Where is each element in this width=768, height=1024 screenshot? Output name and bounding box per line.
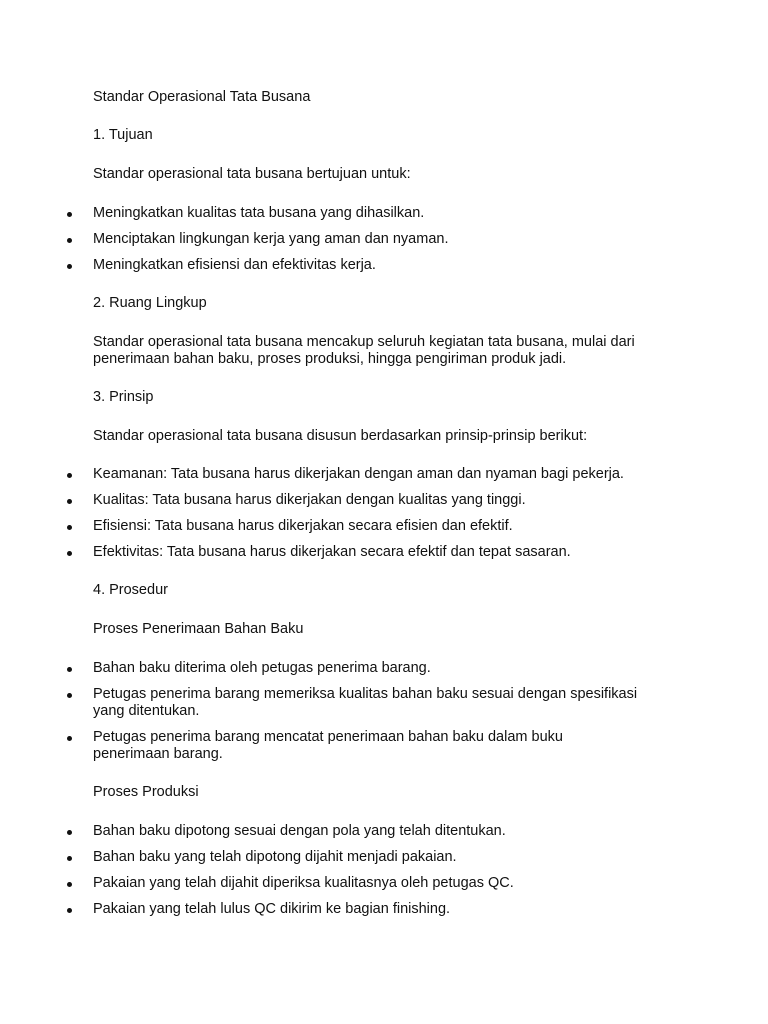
list-item-text-line2: penerimaan barang. [93,746,223,762]
bullet-icon [67,212,72,217]
bullet-icon [67,551,72,556]
bullet-icon [67,856,72,861]
list-item-text: Kualitas: Tata busana harus dikerjakan dengan kualitas yang tinggi. [93,492,526,508]
list-item-text: Keamanan: Tata busana harus dikerjakan dengan aman dan nyaman bagi pekerja. [93,466,624,482]
bullet-icon [67,264,72,269]
bullet-icon [67,525,72,530]
subheading-penerimaan: Proses Penerimaan Bahan Baku [93,621,304,637]
section-heading-prosedur: 4. Prosedur [93,582,168,598]
bullet-icon [67,908,72,913]
list-item-text-line2: yang ditentukan. [93,703,200,719]
list-item-text: Meningkatkan kualitas tata busana yang dihasilkan. [93,205,425,221]
bullet-icon [67,238,72,243]
list-item-text: Bahan baku yang telah dipotong dijahit menjadi pakaian. [93,849,457,865]
list-item-text-line1: Petugas penerima barang memeriksa kualitas bahan baku sesuai dengan spesifikasi [93,686,638,702]
document-title: Standar Operasional Tata Busana [93,89,311,105]
list-item-text: Efektivitas: Tata busana harus dikerjakan secara efektif dan tepat sasaran. [93,544,571,560]
ruang-lingkup-paragraph-line2: penerimaan bahan baku, proses produksi, hingga pengiriman produk jadi. [93,351,567,367]
ruang-lingkup-paragraph-line1: Standar operasional tata busana mencakup seluruh kegiatan tata busana, mulai dari [93,334,635,350]
bullet-icon [67,693,72,698]
bullet-icon [67,667,72,672]
bullet-icon [67,499,72,504]
bullet-icon [67,830,72,835]
section-heading-ruang-lingkup: 2. Ruang Lingkup [93,295,207,311]
list-item-text: Menciptakan lingkungan kerja yang aman dan nyaman. [93,231,449,247]
section-heading-tujuan: 1. Tujuan [93,127,153,143]
list-item-text: Pakaian yang telah lulus QC dikirim ke bagian finishing. [93,901,451,917]
list-item-text: Meningkatkan efisiensi dan efektivitas kerja. [93,257,376,273]
bullet-icon [67,736,72,741]
list-item-text: Efisiensi: Tata busana harus dikerjakan secara efisien dan efektif. [93,518,513,534]
list-item-text: Pakaian yang telah dijahit diperiksa kualitasnya oleh petugas QC. [93,875,514,891]
bullet-icon [67,882,72,887]
prinsip-intro: Standar operasional tata busana disusun berdasarkan prinsip-prinsip berikut: [93,428,588,444]
list-item-text: Bahan baku diterima oleh petugas penerima barang. [93,660,431,676]
subheading-produksi: Proses Produksi [93,784,199,800]
bullet-icon [67,473,72,478]
list-item-text: Bahan baku dipotong sesuai dengan pola yang telah ditentukan. [93,823,506,839]
list-item-text-line1: Petugas penerima barang mencatat penerimaan bahan baku dalam buku [93,729,563,745]
tujuan-intro: Standar operasional tata busana bertujuan untuk: [93,166,411,182]
section-heading-prinsip: 3. Prinsip [93,389,154,405]
